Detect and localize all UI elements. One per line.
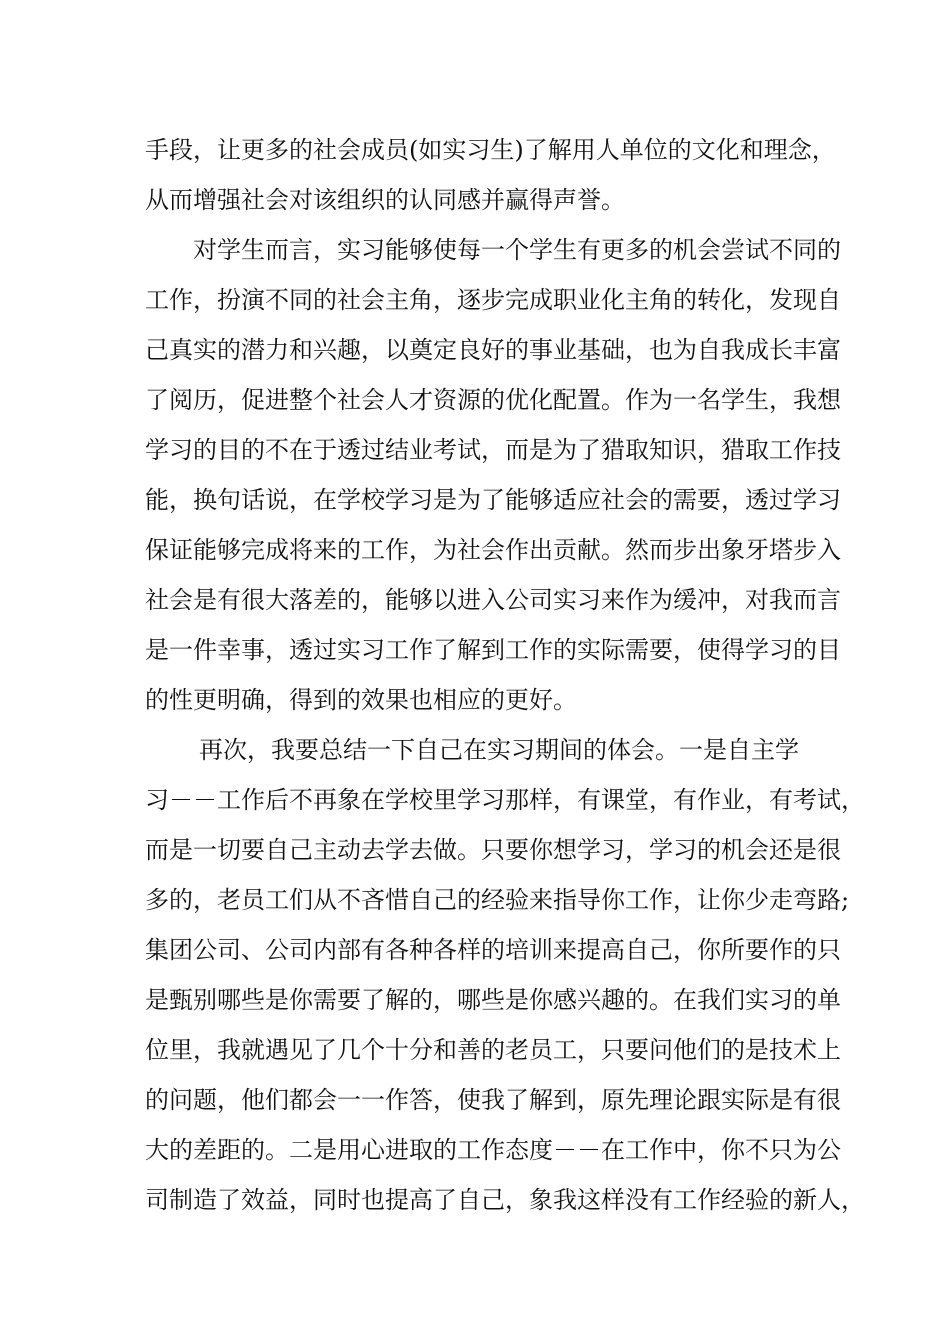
paragraph-line: 大的差距的。二是用心进取的工作态度－－在工作中，你不只为公 xyxy=(145,1136,841,1164)
paragraph-line: 的问题，他们都会一一作答，使我了解到，原先理论跟实际是有很 xyxy=(145,1086,841,1114)
paragraph-line: 手段，让更多的社会成员(如实习生)了解用人单位的文化和理念， xyxy=(145,136,836,164)
paragraph-line: 的性更明确，得到的效果也相应的更好。 xyxy=(145,686,577,714)
paragraph-line: 对学生而言，实习能够使每一个学生有更多的机会尝试不同的 xyxy=(193,236,841,264)
paragraph-line: 了阅历，促进整个社会人才资源的优化配置。作为一名学生，我想 xyxy=(145,386,841,414)
paragraph-line: 社会是有很大落差的，能够以进入公司实习来作为缓冲，对我而言 xyxy=(145,586,841,614)
paragraph-line: 己真实的潜力和兴趣，以奠定良好的事业基础，也为自我成长丰富 xyxy=(145,336,841,364)
paragraph-line: 工作，扮演不同的社会主角，逐步完成职业化主角的转化，发现自 xyxy=(145,286,841,314)
paragraph-line: 司制造了效益，同时也提高了自己，象我这样没有工作经验的新人， xyxy=(145,1186,865,1214)
paragraph-line: 是甄别哪些是你需要了解的，哪些是你感兴趣的。在我们实习的单 xyxy=(145,986,841,1014)
paragraph-line: 而是一切要自己主动去学去做。只要你想学习，学习的机会还是很 xyxy=(145,836,841,864)
paragraph-line: 习－－工作后不再象在学校里学习那样，有课堂，有作业，有考试， xyxy=(145,786,865,814)
paragraph-line: 集团公司、公司内部有各种各样的培训来提高自己，你所要作的只 xyxy=(145,936,841,964)
paragraph-line: 从而增强社会对该组织的认同感并赢得声誉。 xyxy=(145,186,625,214)
paragraph-line: 再次，我要总结一下自己在实习期间的体会。一是自主学 xyxy=(199,736,799,764)
paragraph-line: 位里，我就遇见了几个十分和善的老员工，只要问他们的是技术上 xyxy=(145,1036,841,1064)
paragraph-line: 学习的目的不在于透过结业考试，而是为了猎取知识，猎取工作技 xyxy=(145,436,841,464)
paragraph-line: 多的，老员工们从不吝惜自己的经验来指导你工作，让你少走弯路; xyxy=(145,886,850,914)
paragraph-line: 保证能够完成将来的工作，为社会作出贡献。然而步出象牙塔步入 xyxy=(145,536,841,564)
paragraph-line: 能，换句话说，在学校学习是为了能够适应社会的需要，透过学习 xyxy=(145,486,841,514)
paragraph-line: 是一件幸事，透过实习工作了解到工作的实际需要，使得学习的目 xyxy=(145,636,841,664)
